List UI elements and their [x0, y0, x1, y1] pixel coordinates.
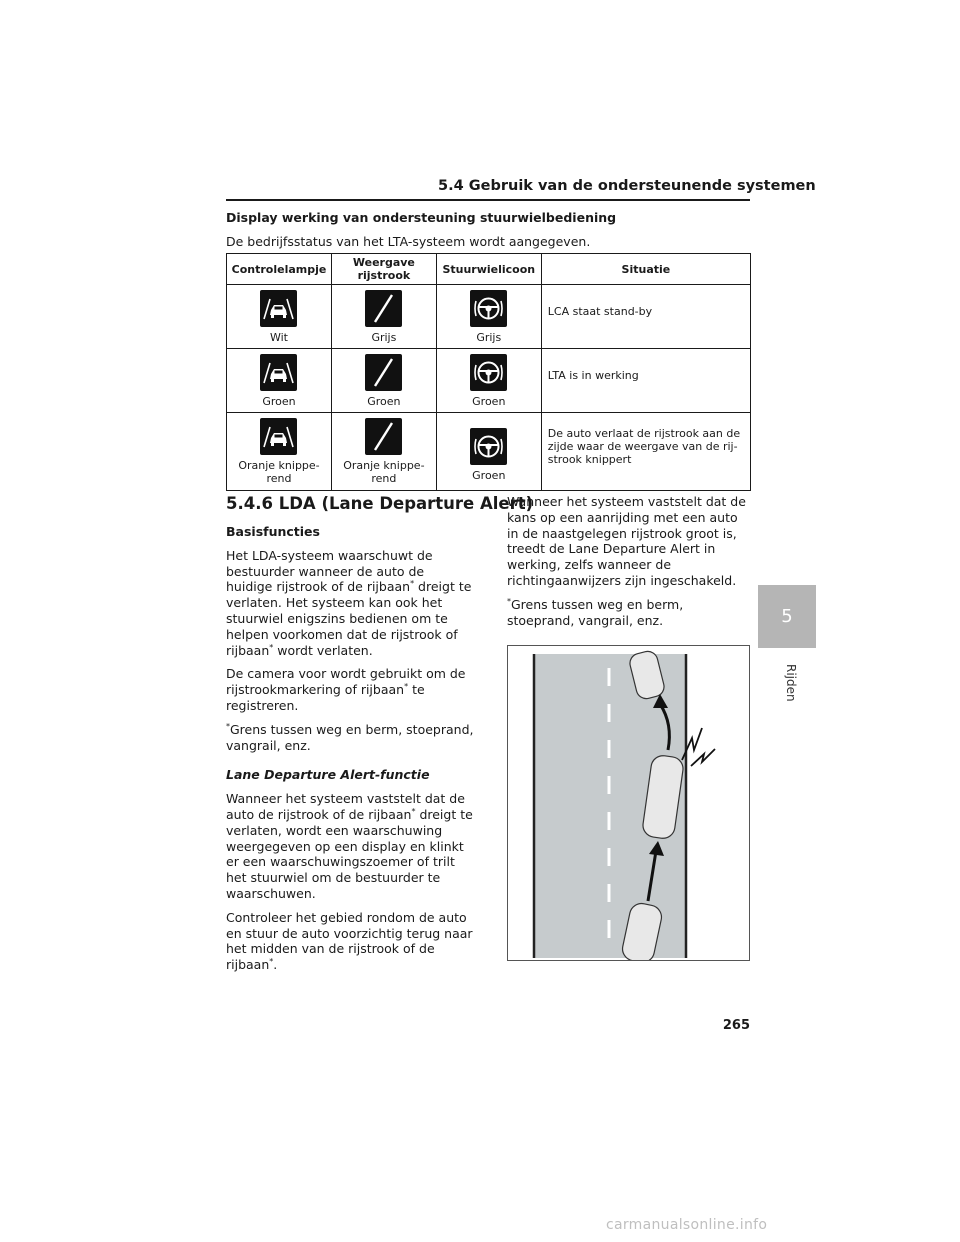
wheel-color-label: Grijs: [476, 331, 502, 344]
lane-color-label: Oranje knippe-rend: [343, 459, 425, 485]
lamp-color-label: Groen: [262, 395, 296, 408]
basis-heading: Basisfuncties: [226, 524, 320, 539]
lane-color-label: Groen: [367, 395, 401, 408]
steering-wheel-icon: [470, 290, 507, 327]
page-number: 265: [722, 1018, 750, 1033]
situation-cell: LTA is in werking: [541, 349, 750, 413]
table-cell: [331, 285, 436, 349]
footnote: *Grens tussen weg en berm, stoeprand, vangrail, enz.: [226, 721, 474, 753]
steering-wheel-icon: [470, 354, 507, 391]
display-section-intro: De bedrijfsstatus van het LTA-systeem wordt aangegeven.: [226, 234, 591, 249]
table-cell: [436, 413, 541, 491]
table-header-cell: Situatie: [541, 254, 750, 285]
chapter-tab: 5: [758, 585, 816, 648]
lda-heading: 5.4.6 LDA (Lane Departure Alert): [226, 494, 534, 513]
watermark: carmanualsonline.info: [606, 1217, 768, 1233]
alert-function-heading: Lane Departure Alert-functie: [226, 767, 430, 783]
table-cell: [227, 349, 332, 413]
right-column: [507, 494, 752, 636]
wheel-color-label: Groen: [472, 469, 506, 482]
lane-car-icon: [260, 290, 297, 327]
lane-line-icon: [365, 354, 402, 391]
paragraph: Wanneer het systeem vaststelt dat de kans op een aanrijding met een auto in de naastgelegen rijstrook groot is, treedt de Lane Departure Alert in werking, zelfs wanneer de richtingaanwijzers zijn ingeschakeld.: [507, 494, 746, 588]
table-header-cell: Weergave rijstrook: [331, 254, 436, 285]
lane-line-icon: [365, 290, 402, 327]
wheel-color-label: Groen: [472, 395, 506, 408]
table-cell: [331, 349, 436, 413]
lamp-color-label: Oranje knippe-rend: [238, 459, 320, 485]
table-row: [227, 349, 751, 413]
lane-car-icon: [260, 418, 297, 455]
lane-car-icon: [260, 354, 297, 391]
chapter-label: Rijden: [784, 664, 798, 702]
paragraph: De camera voor wordt gebruikt om de rijstrookmarkering of rijbaan* te registreren.: [226, 666, 466, 713]
situation-cell: LCA staat stand-by: [541, 285, 750, 349]
steering-wheel-icon: [470, 428, 507, 465]
status-table: [226, 253, 751, 491]
table-header-cell: Controlelampje: [227, 254, 332, 285]
table-header-row: [227, 254, 751, 285]
left-column: [226, 494, 534, 981]
table-cell: [436, 285, 541, 349]
table-row: [227, 285, 751, 349]
display-section-heading: Display werking van ondersteuning stuurwielbediening: [226, 210, 617, 225]
table-cell: [227, 285, 332, 349]
table-row: [227, 413, 751, 491]
lane-line-icon: [365, 418, 402, 455]
situation-cell: De auto verlaat de rijstrook aan de zijde waar de weergave van de rij-strook knippert: [541, 413, 750, 491]
lane-color-label: Grijs: [371, 331, 397, 344]
table-cell: [436, 349, 541, 413]
table-cell: [331, 413, 436, 491]
section-header-title: 5.4 Gebruik van de ondersteunende systemen: [438, 178, 816, 194]
paragraph: Het LDA-systeem waarschuwt de bestuurder wanneer de auto de huidige rijstrook of de rijbaan* dreigt te verlaten. Het systeem kan ook het stuurwiel enigszins bedienen om te helpen voorkomen dat de rijstrook of rijbaan* wordt verlaten.: [226, 547, 472, 658]
table-cell: [227, 413, 332, 491]
header-rule: [226, 199, 750, 201]
paragraph: Controleer het gebied rondom de auto en stuur de auto voorzichtig terug naar het midden van de rijstrook of de rijbaan*.: [226, 909, 473, 973]
paragraph: Wanneer het systeem vaststelt dat de auto de rijstrook of de rijbaan* dreigt te verlaten, wordt een waarschuwing weergegeven op een display en klinkt er een waarschuwingszoemer of trilt het stuurwiel om de bestuurder te waarschuwen.: [226, 791, 473, 901]
lamp-color-label: Wit: [269, 331, 288, 344]
footnote: *Grens tussen weg en berm, stoeprand, vangrail, enz.: [507, 596, 684, 628]
lane-departure-illustration: [507, 645, 750, 961]
table-header-cell: Stuurwielicoon: [436, 254, 541, 285]
